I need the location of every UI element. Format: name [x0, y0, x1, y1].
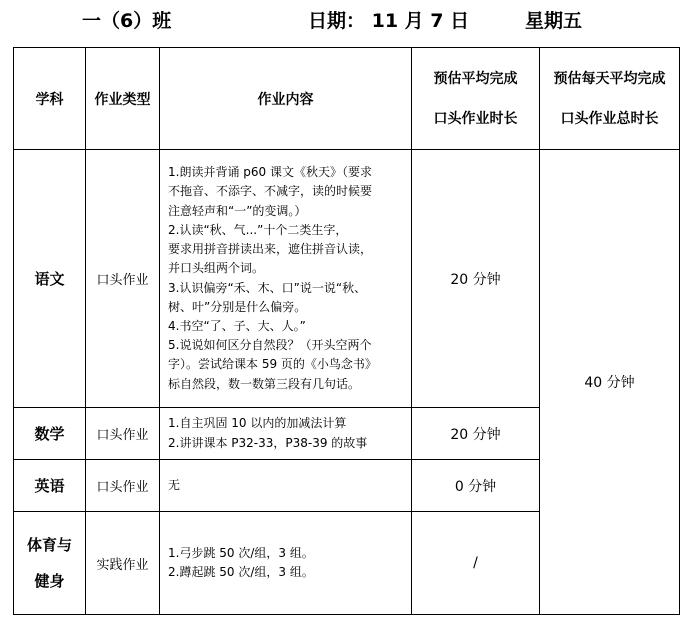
- content-line: 4.书空“了、子、大、人。”: [168, 318, 306, 333]
- content-line: 无: [168, 477, 181, 492]
- content-line: 2.认读“秋、气...”十个二类生字，: [168, 222, 348, 237]
- content-line: 要求用拼音拼读出来，遮住拼音认读，: [168, 242, 373, 257]
- subject-cell: 数学: [14, 408, 86, 460]
- table-row: [14, 150, 680, 408]
- type-cell: 实践作业: [86, 512, 160, 615]
- content-line: 2.讲讲课本 P32-33，P38-39 的故事: [168, 435, 368, 450]
- type-cell: 口头作业: [86, 460, 160, 512]
- content-line: 5.说说如何区分自然段？（开头空两个: [168, 338, 372, 353]
- type-cell: 口头作业: [86, 408, 160, 460]
- homework-table: [13, 47, 680, 615]
- content-line: 并口头组两个词。: [168, 261, 265, 276]
- weekday-label: 星期五: [525, 10, 583, 32]
- content-line: 标自然段，数一数第三段有几句话。: [168, 376, 361, 391]
- content-line: 不拖音、不添字、不减字，读的时候要: [168, 184, 373, 199]
- col-header-avg-time-line2: 口头作业时长: [433, 110, 518, 127]
- content-cell: [160, 408, 412, 460]
- subject-cell: 英语: [14, 460, 86, 512]
- content-line: 字）。尝试给课本 59 页的《小鸟念书》: [168, 357, 377, 372]
- col-header-daily-total-line1: 预估每天平均完成: [553, 70, 666, 87]
- content-line: 树、叶”分别是什么偏旁。: [168, 299, 307, 314]
- subject-cell: 语文: [14, 150, 86, 408]
- content-line: 2.蹲起跳 50 次/组，3 组。: [168, 565, 314, 579]
- date-label: 日期： 11 月 7 日: [308, 10, 470, 32]
- content-line: 注意轻声和“一”的变调。）: [168, 203, 307, 218]
- subject-line: 健身: [34, 572, 65, 590]
- content-line: 1.弓步跳 50 次/组，3 组。: [168, 545, 314, 560]
- type-cell: 口头作业: [86, 150, 160, 408]
- col-header-type: 作业类型: [86, 48, 160, 150]
- table-header-row: [14, 48, 680, 150]
- class-name: 一（6）班: [82, 10, 172, 32]
- duration-cell: 20 分钟: [412, 150, 540, 408]
- content-cell: [160, 150, 412, 408]
- subject-line: 体育与: [26, 536, 72, 554]
- col-header-daily-total: [540, 48, 680, 150]
- col-header-avg-time: [412, 48, 540, 150]
- col-header-subject: 学科: [14, 48, 86, 150]
- content-cell: [160, 512, 412, 615]
- content-line: 1.自主巩固 10 以内的加减法计算: [168, 416, 347, 431]
- col-header-daily-total-line2: 口头作业总时长: [560, 110, 659, 127]
- content-line: 3.认识偏旁“禾、木、口”说一说“秋、: [168, 280, 367, 295]
- content-line: 1.朗读并背诵 p60 课文《秋天》（要求: [168, 165, 372, 180]
- content-cell: [160, 460, 412, 512]
- duration-cell: 20 分钟: [412, 408, 540, 460]
- col-header-content: 作业内容: [160, 48, 412, 150]
- page-header: [0, 4, 692, 34]
- subject-cell: [14, 512, 86, 615]
- col-header-avg-time-line1: 预估平均完成: [433, 70, 518, 87]
- duration-cell: /: [412, 512, 540, 615]
- duration-cell: 0 分钟: [412, 460, 540, 512]
- daily-total-cell: 40 分钟: [540, 150, 680, 615]
